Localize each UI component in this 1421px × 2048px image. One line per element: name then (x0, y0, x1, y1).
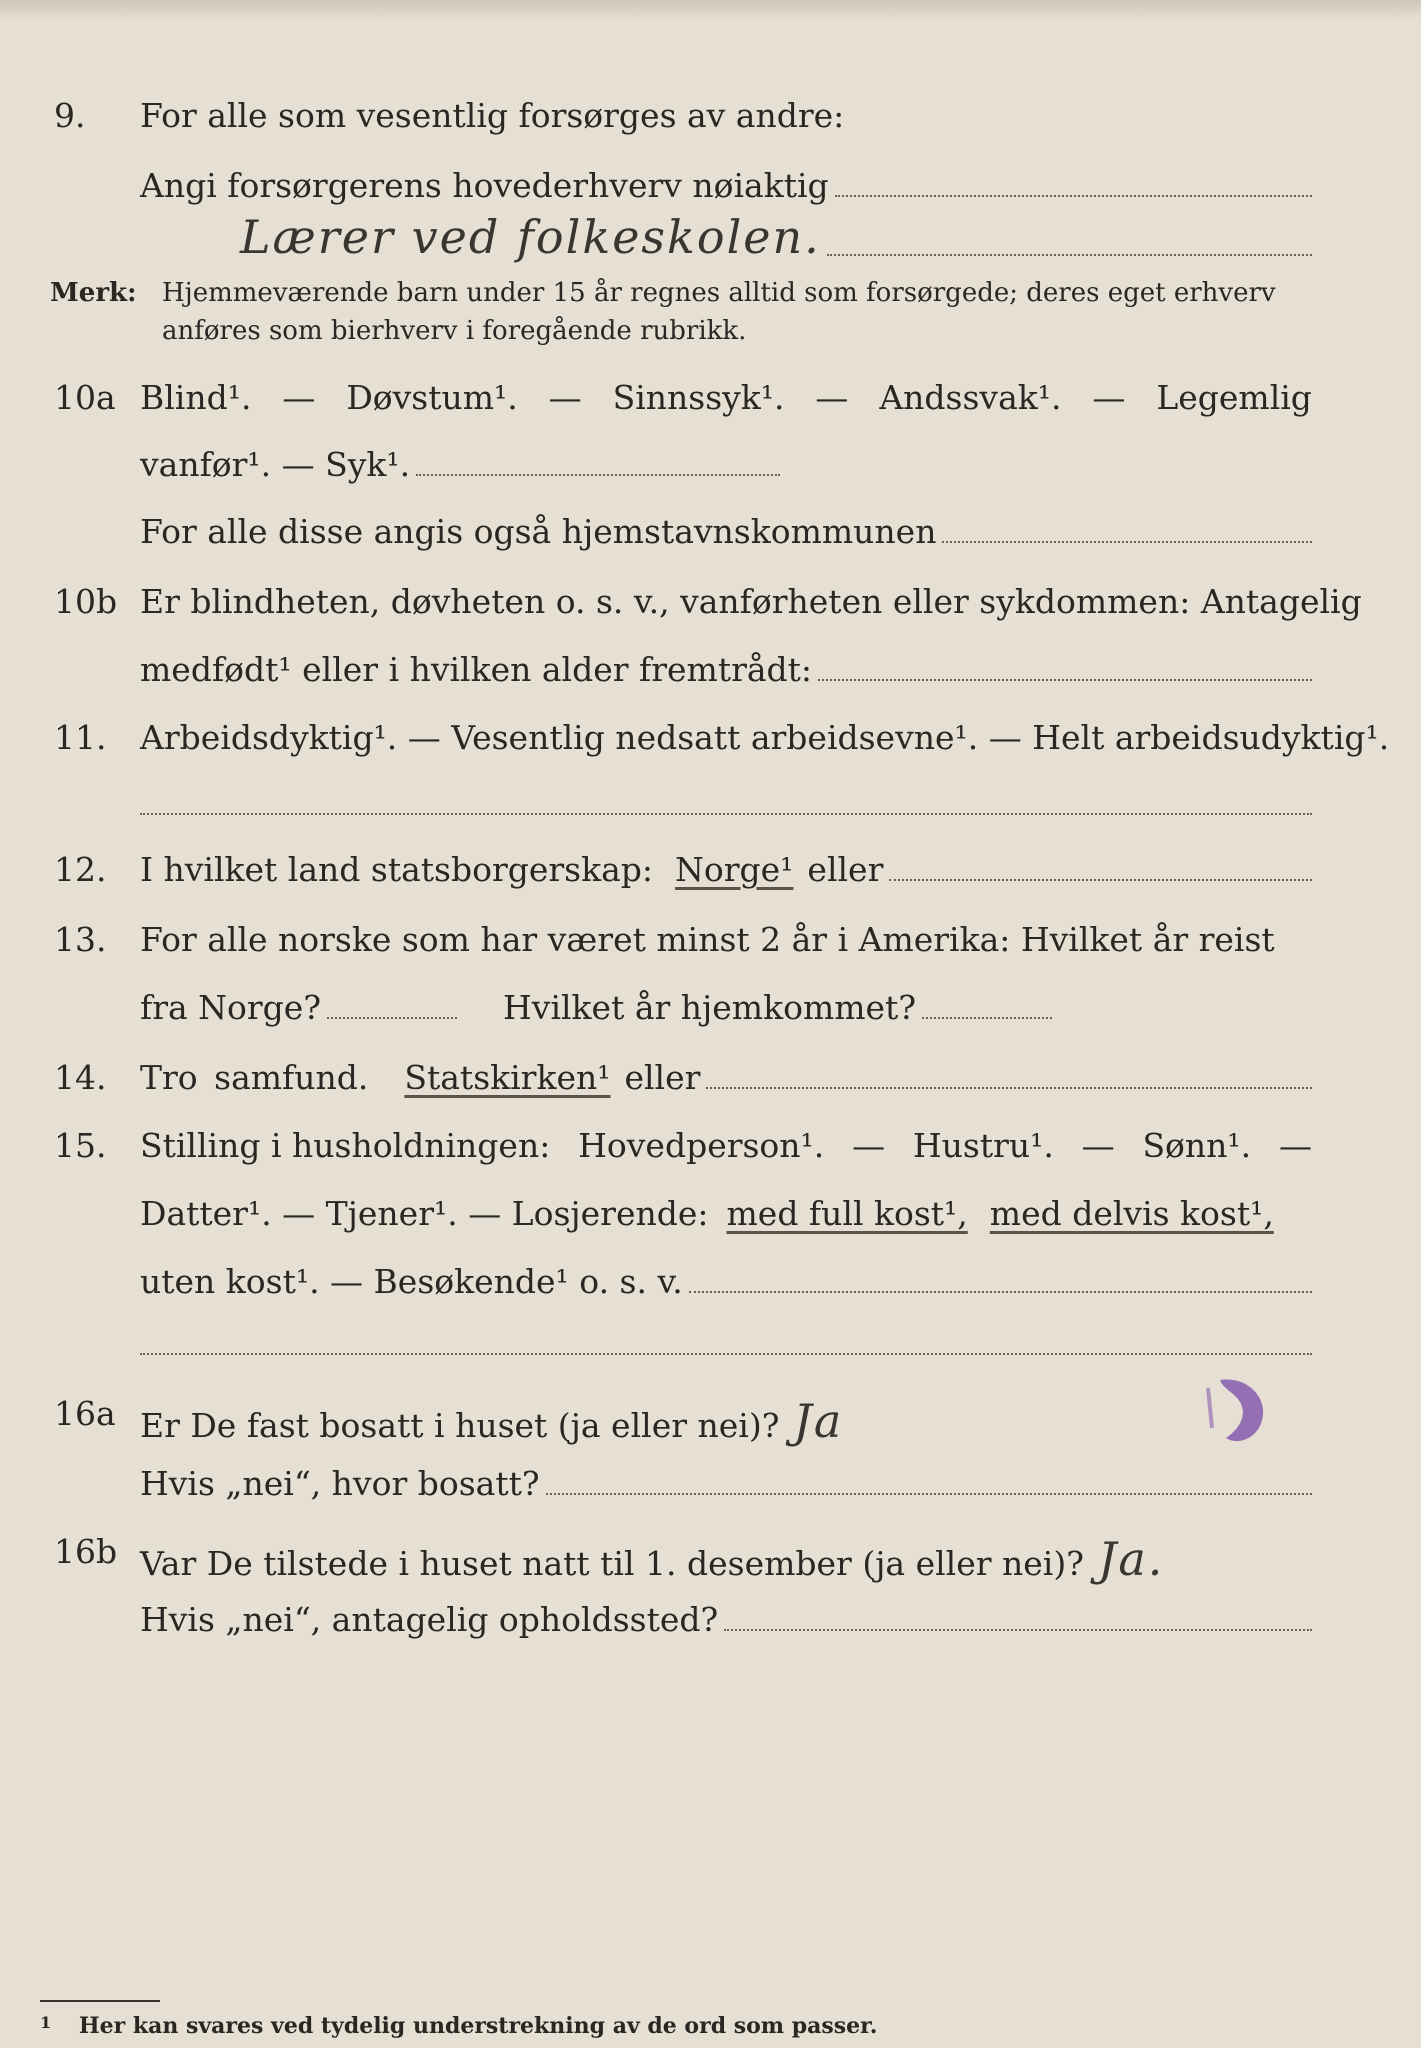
q12-eller: eller (807, 850, 884, 889)
opt-dovstum: Døvstum¹. (346, 378, 518, 417)
q9-prompt: Angi forsørgerens hovederhverv nøiaktig (140, 166, 829, 205)
dash: — (1278, 1126, 1312, 1165)
scan-edge (0, 0, 1421, 20)
q15-uten-kost: uten kost¹. — Besøkende¹ o. s. v. (140, 1262, 683, 1301)
dash: — (548, 378, 582, 417)
q10a-line1 (140, 378, 1312, 417)
q12-answer-line (889, 878, 1312, 881)
q10b-line1 (140, 582, 1362, 621)
q10a-line3 (140, 512, 1312, 551)
q15-extra-line (140, 1352, 1312, 1355)
q16a-answer-line (546, 1492, 1312, 1495)
dash: — (1081, 1126, 1115, 1165)
q10b-text: Er blindheten, døvheten o. s. v., vanførheten eller sykdommen: Antagelig (140, 582, 1362, 621)
q9-line2 (140, 166, 1312, 205)
q13-number: 13. (54, 920, 107, 959)
opt-sonn: Sønn¹. (1142, 1126, 1252, 1165)
q10a-hjemstavn-line (942, 540, 1312, 543)
footnote (40, 2013, 877, 2039)
dash: — (1092, 378, 1126, 417)
merk-note (50, 278, 1276, 308)
q13-line1 (140, 920, 1275, 959)
q14-answer-line (706, 1086, 1312, 1089)
q13-line2 (140, 988, 1058, 1027)
dash: — (815, 378, 849, 417)
q9-answer-dots (827, 253, 1312, 256)
q16a-hvor-bosatt: Hvis „nei“, hvor bosatt? (140, 1464, 540, 1503)
opt-blind: Blind¹. (140, 378, 252, 417)
q12-line1 (140, 850, 1312, 889)
q11-line1 (140, 718, 1389, 757)
q9-handwritten-answer: Lærer ved folkeskolen. (240, 210, 821, 264)
opt-hustru: Hustru¹. (912, 1126, 1054, 1165)
opt-hovedperson: Hovedperson¹. (578, 1126, 825, 1165)
q9-answer-row (140, 210, 1312, 264)
q10a-hjemstavn: For alle disse angis også hjemstavnskommunen (140, 512, 937, 551)
q12-norge-underlined: Norge¹ (675, 850, 794, 889)
q15-line1 (140, 1126, 1312, 1165)
q15-stilling: Stilling i husholdningen: (140, 1126, 551, 1165)
q9-line1 (140, 96, 844, 135)
q16b-line1 (140, 1532, 1164, 1586)
q15-line2 (140, 1194, 1312, 1233)
q14-number: 14. (54, 1058, 107, 1097)
q14-line1 (140, 1058, 1312, 1097)
q10a-number: 10a (54, 378, 116, 417)
q14-statskirken-underlined: Statskirken¹ (404, 1058, 611, 1097)
footnote-text: Her kan svares ved tydelig understrekning av de ord som passer. (78, 2013, 878, 2039)
ink-stamp-mark (1190, 1368, 1280, 1458)
q10a-line2 (140, 445, 780, 484)
q15-answer-line (689, 1290, 1312, 1293)
q11-answer-line (140, 812, 1312, 815)
opt-legemlig: Legemlig (1156, 378, 1312, 417)
q16b-number: 16b (54, 1532, 118, 1571)
footnote-mark: 1 (40, 2013, 52, 2032)
q9-number: 9. (54, 96, 86, 135)
q16b-answer-line (724, 1628, 1312, 1631)
q16b-opholdssted: Hvis „nei“, antagelig opholdssted? (140, 1600, 719, 1639)
q16a-handwritten-answer: Ja (793, 1394, 844, 1448)
q13-text: For alle norske som har været minst 2 år i Amerika: Hvilket år reist (140, 920, 1275, 959)
q16b-line2 (140, 1600, 1312, 1639)
q10a-vanfor: vanfør¹. — Syk¹. (140, 445, 411, 484)
q16b-handwritten-answer: Ja. (1097, 1532, 1165, 1586)
q16a-line2 (140, 1464, 1312, 1503)
opt-sinnssyk: Sinnssyk¹. (612, 378, 785, 417)
q10a-syk-line (416, 473, 780, 476)
q12-prompt: I hvilket land statsborgerskap: (140, 850, 654, 889)
merk-note-2 (162, 316, 746, 346)
q13-hjemkommet: Hvilket år hjemkommet? (503, 988, 917, 1027)
q11-number: 11. (54, 718, 107, 757)
q16a-number: 16a (54, 1394, 116, 1433)
q15-datter-tjener-losjerende: Datter¹. — Tjener¹. — Losjerende: (140, 1194, 709, 1233)
q15-full-kost-underlined: med full kost¹, (726, 1194, 968, 1233)
q15-delvis-kost-underlined: med delvis kost¹, (989, 1194, 1274, 1233)
q14-trossamfund: Tro samfund. (140, 1058, 369, 1097)
q11-text: Arbeidsdyktig¹. — Vesentlig nedsatt arbeidsevne¹. — Helt arbeidsudyktig¹. (140, 718, 1390, 757)
q10b-line2 (140, 650, 1312, 689)
q13-hjemkommet-line (922, 1016, 1052, 1019)
q14-eller: eller (624, 1058, 701, 1097)
q10b-number: 10b (54, 582, 118, 621)
q10b-answer-line (818, 678, 1312, 681)
merk-line2: anføres som bierhverv i foregående rubrikk. (162, 316, 747, 346)
merk-label: Merk: (50, 278, 137, 308)
q10b-prompt: medfødt¹ eller i hvilken alder fremtrådt: (140, 650, 813, 689)
q9-answer-line (835, 194, 1312, 197)
footnote-rule (40, 2000, 160, 2002)
dash: — (852, 1126, 886, 1165)
opt-andssvak: Andssvak¹. (879, 378, 1062, 417)
q13-reist-line (327, 1016, 457, 1019)
q13-reist: fra Norge? (140, 988, 322, 1027)
q16a-prompt: Er De fast bosatt i huset (ja eller nei)? (140, 1406, 780, 1445)
q16b-prompt: Var De tilstede i huset natt til 1. desember (ja eller nei)? (140, 1544, 1084, 1583)
dash: — (282, 378, 316, 417)
merk-line1: Hjemmeværende barn under 15 år regnes alltid som forsørgede; deres eget erhverv (162, 278, 1276, 308)
q15-number: 15. (54, 1126, 107, 1165)
q12-number: 12. (54, 850, 107, 889)
q16a-line1 (140, 1394, 843, 1448)
q15-line3 (140, 1262, 1312, 1301)
q9-text: For alle som vesentlig forsørges av andre: (140, 96, 845, 135)
